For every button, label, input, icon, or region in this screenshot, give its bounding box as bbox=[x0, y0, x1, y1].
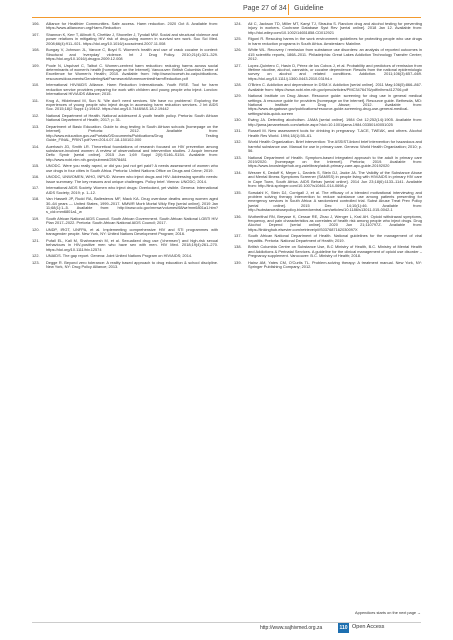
reference-item bbox=[234, 83, 422, 92]
reference-text: UNAIDS. The gap report. Geneva: Joint United Nations Program on HIV/AIDS; 2014. bbox=[46, 253, 193, 259]
footer-rule bbox=[32, 622, 421, 623]
reference-text: Wutherithal RN, Breysse K, Cessar RE, Zhao J, Wenger L, Kral AH. Opioid withdrawal symptoms, frequency, and pain characteristics as correlates of health risk among people who inject drugs. Drug Alcohol Depend [serial online]. 2020 Jun 21;110797Z. Available from: https://linkinghub.elsevier.com/retrieve/pii/S037687162030097X bbox=[248, 213, 422, 232]
reference-number: 137. bbox=[234, 233, 242, 239]
reference-item bbox=[234, 245, 422, 258]
header-rule bbox=[32, 17, 421, 18]
section-label: Guideline bbox=[294, 5, 324, 12]
reference-text: South African National Department of Health. National guidelines for the management of viral hepatitis. Pretoria: National Department of Health; 2019. bbox=[248, 233, 422, 243]
reference-item bbox=[32, 261, 218, 270]
reference-item bbox=[32, 125, 218, 142]
reference-item bbox=[32, 33, 218, 46]
reference-number: 123. bbox=[32, 259, 40, 265]
reference-column-right bbox=[234, 22, 422, 272]
reference-number: 124. bbox=[234, 21, 242, 26]
reference-text: Bungay V, Johnson JL, Varcoe C, Boyd S. Women's health and use of crack cocaine in context: Structural and 'everyday' violence. Int J Drug Policy. 2010;21(4):321–329. https://doi.org/10.1016/j.drugpo.2009.12.008 bbox=[46, 47, 218, 61]
reference-text: International AIDS Society. Women who inject drugs: Overlooked, yet visible. Geneva: International AIDS Society; 2019; p. 1–12. bbox=[46, 185, 218, 195]
reference-item bbox=[234, 118, 422, 127]
reference-item bbox=[32, 254, 218, 258]
reference-number: 134. bbox=[234, 169, 242, 175]
reference-number: 108. bbox=[32, 47, 40, 53]
reference-text: Krug A, Hildebrand M, Sun N. 'We don't need services. We have no problems': Exploring the experiences of young people who inject drugs in accessing harm reduction services. J Int AIDS Soc. 2015;18(2 Suppl 1):19442. https://doi.org/10.7448/IAS.18.2.19442 bbox=[46, 97, 218, 112]
reference-text: Alliance for Healthier Communities. Safe access. Harm reduction. 2020 Oct 8. Available from: https://www.allianceon.org/Harm-Reduction bbox=[46, 21, 218, 31]
reference-item bbox=[234, 37, 422, 46]
reference-text: UNODC, UNWOMEN, WHO, INPUD. Women who inject drugs and HIV: Addressing specific needs: Issue summary: The key reasons and unique challenges. Policy brief. Vienna: UNODC; 2014. bbox=[46, 174, 218, 184]
reference-number: 118. bbox=[32, 196, 40, 202]
reference-item bbox=[32, 175, 218, 184]
reference-item bbox=[32, 114, 218, 123]
reference-number: 111. bbox=[32, 97, 39, 103]
reference-number: 112. bbox=[32, 112, 40, 118]
reference-text: British Columbia Centre on Substance Use, B.C Ministry of Health, B.C. Ministry of Mental Health and Addictions & Perinatal Services. A guideline for the clinical management of opioid use disorder – Pregnancy supplement. Vancouver: B.C. Ministry of Health; 2018. bbox=[248, 244, 422, 258]
reference-number: 135. bbox=[234, 189, 242, 195]
reference-item bbox=[234, 234, 422, 243]
continue-note: Appendices starts on the next page → bbox=[355, 610, 421, 615]
reference-text: Ewing JA. Detecting alcoholism. JAMA [serial online]. 1984 Oct 12;252(14):1905. Available from: http://jama.jamanetwork.com/article.aspx?doi=10.1001/jama.1984.03350140051025 bbox=[248, 117, 422, 127]
reference-text: Degge R. Beyond zero tolerance: A reality based approach to drug education & school discipline. New York, NY: Drug Policy Alliance; 2013. bbox=[46, 259, 218, 270]
reference-text: Hainz AM, Yates CM, O'Curtis TL. Problem-solving therapy: A treatment manual. New York, NY: Springer Publishing Company; 2012. bbox=[248, 259, 422, 269]
reference-item bbox=[32, 64, 218, 81]
reference-number: 133. bbox=[234, 154, 242, 160]
reference-item bbox=[234, 22, 422, 35]
reference-item bbox=[234, 48, 422, 61]
reference-text: UNDP, IRGT, UNFPA, et al. Implementing comprehensive HIV and STI programmes with transgender people. New York, NY: United Nations Development Program; 2016. bbox=[46, 226, 218, 237]
reference-item bbox=[32, 164, 218, 173]
reference-text: National Department of Health. Symptom-based integrated approach to the adult in primary care 2019/2020. [homepage on the Internet]. Pretoria; 2019. Available from: https://www.knowledgehub.org.za/elibrary/adult-primary-care-apc-guide-20192020 bbox=[248, 154, 422, 169]
page-footer bbox=[0, 620, 453, 640]
reference-item bbox=[32, 48, 218, 61]
reference-number: 117. bbox=[32, 185, 40, 191]
reference-text: O'Brien C. Addiction and dependence in DSM-V. Addiction [serial online]. 2011 May;106(5):866–867. Available from: https://www.ncbi.nlm.nih.gov/pmc/articles/PMC3476476/pdf/nihms412706.pdf bbox=[248, 82, 422, 92]
reference-number: 115. bbox=[32, 163, 40, 169]
reference-text: National Department of Health. National adolescent & youth health policy. Pretoria: South African National Department of Health; 2017; p. 31. bbox=[46, 112, 218, 123]
reference-number: 106. bbox=[32, 21, 40, 26]
reference-item bbox=[234, 156, 422, 169]
reference-item bbox=[234, 191, 422, 213]
reference-number: 126. bbox=[234, 47, 242, 53]
reference-item bbox=[32, 22, 218, 31]
reference-text: National Institute on Drug Abuse. Resource guide: screening for drug use in general medical settings. A resource guide for providers [homepage on the internet]. Resource guide. Bethesda, MD: National Institute on Drug Abuse; 2012. Available from: https://www.drugabuse.gov/publications/resource-guide-screening-drug-use-general-medical-settings/nida-quick-screen bbox=[248, 93, 422, 116]
reference-text: Shannon K, Kerr T, Allinott S, Chettiar J, Shoveller J, Tyndall MW. Social and structural violence and power relations in mitigating HIV risk of drug-using women in survival sex work. Soc Sci Med. 2008;66(4):911–921. https://doi.org/10.1016/j.socscimed.2007.11.008 bbox=[46, 31, 218, 46]
reference-item bbox=[234, 261, 422, 270]
reference-number: 113. bbox=[32, 123, 40, 129]
reference-text: Pufall EL, Kall M, Shahmanesh M, et al. Sexualized drug use ('chemsex') and high-risk sexual behaviours in HIV-positive men who have sex with men. HIV Med. 2018;19(4):261–270. https://doi.org/10.1111/hiv.12574 bbox=[46, 237, 218, 252]
reference-item bbox=[32, 228, 218, 237]
reference-text: World Health Organization. Brief intervention: The ASSIST-linked brief intervention for hazardous and harmful substance use. Manual for use in primary care. Geneva: World Health Organization; 2010; p. 56. bbox=[248, 139, 422, 153]
reference-text: Department of Basic Education. Guide to drug testing in South African schools [homepage on the Internet]. Pretoria: 2012. Available from: http://www.education.gov.za/Portals/0/Documents/Publications/Drug Testing Guide_FINAL_PRINT.pdf?ver=2014-07-18-150102-000 bbox=[46, 123, 218, 142]
reference-item bbox=[32, 186, 218, 195]
reference-number: 129. bbox=[234, 93, 242, 99]
reference-text: Russell M. New assessment tools for drinking in pregnancy: T-ACE, TWEAK, and others. Alcohol Health Res World. 1994;18(1):55–61. bbox=[248, 128, 422, 138]
reference-item bbox=[234, 215, 422, 232]
page-header bbox=[32, 3, 421, 17]
reference-text: Ali C, Jackson TD, Miller MT, Kanyi TJ, Strauba S. Random drug and alcohol testing for preventing injury in workers. Cochrane Database Syst Rev [serial online]. 2018 Jan 12. Available from: http://doi.wiley.com/10.1002/14651858.CD012921 bbox=[248, 21, 422, 35]
reference-number: 109. bbox=[32, 62, 40, 68]
reference-number: 127. bbox=[234, 62, 242, 68]
reference-text: Rigoni R. Rescuing harms in the work environment: guidelines for protecting people who use drugs in harm reduction programs in South Africa. Amsterdam: Mainline. bbox=[248, 36, 422, 46]
reference-text: Auerbach JD, Smith LR. Theoretical foundations of research focused on HIV prevention among substance-involved women: A review of observational and intervention studies. J Acquir Immune Defic Syndr [serial online]. 2015 Jun 1;69 Suppl 2(0):S146–S154. Available from: http://www.ncbi.nlm.nih.gov/pubmed/25978481 bbox=[46, 143, 218, 162]
reference-text: Poole N, Urquhart C, Talbot C. Women-centred harm reduction: reducing harms across social determinants of women's health [homepage on the Internet]. Vancouver: British Columbia Centre of Excellence for Women's Health; 2010. Available from: http://www.bccewh.bc.ca/publications-resources/documents/GenderingNatFrameworkWomencentredHarmReduction.pdf bbox=[46, 62, 218, 81]
reference-number: 130. bbox=[234, 117, 242, 123]
reference-item bbox=[32, 145, 218, 162]
reference-item bbox=[32, 217, 218, 226]
reference-number: 131. bbox=[234, 128, 242, 134]
reference-item bbox=[234, 171, 422, 188]
reference-item bbox=[32, 83, 218, 96]
reference-item bbox=[234, 94, 422, 116]
reference-text: UNODC. Were you really raped, or did you just not get paid? A needs assessment of women who use drugs in four cities in South Africa. Pretoria: United Nations Office on Drugs and Crime; 2019. bbox=[46, 163, 218, 173]
reference-item bbox=[32, 197, 218, 214]
open-access-label: Open Access bbox=[352, 624, 385, 630]
reference-number: 122. bbox=[32, 253, 40, 259]
reference-text: White WL. Recovery / remission from substance use disorders: an analysis of reported outcomes in 415 scientific reports, 1868–2011. Philadelphia: Great Lakes Addiction Technology Transfer Center; 2012. bbox=[248, 47, 422, 61]
header-divider bbox=[288, 4, 289, 15]
journal-url-link[interactable]: http://www.sajhivmed.org.za bbox=[260, 625, 323, 631]
reference-number: 136. bbox=[234, 213, 242, 219]
reference-number: 110. bbox=[32, 82, 40, 88]
reference-text: South African National AIDS Council. South African Government. South African National LGBTI HIV Plan 2017–2022. Pretoria: South African National AIDS Council; 2017. bbox=[46, 215, 218, 226]
reference-item bbox=[234, 64, 422, 81]
reference-number: 125. bbox=[234, 36, 242, 42]
page-count: Page 27 of 34 bbox=[243, 5, 287, 12]
reference-text: Lopez-Quintero C, Hasin D, Pérez de los Cobos J, et al. Probability and predictors of remission from lifetime nicotine, alcohol, cannabis, or cocaine dependence: Results from the national epidemiologic survey on alcohol and related conditions. Addiction. 2011;106(3):657–669. https://doi.org/10.1111/j.1360-0443.2010.03194.x bbox=[248, 62, 422, 81]
reference-text: Sorsdahl K, Stein DJ, Corrigall J, et al. The efficacy of a blended motivational interviewing and problem solving therapy intervention to reduce substance use among patients presenting for emergency services in South Africa: A randomized controlled trial. Subst Abuse Treat Prev Policy [serial online]. 2015 Dec 14;10(1):46. Available from: http://substanceabusepolicy.biomedcentral.com/articles/10.1186/s13011-015-0042-1 bbox=[248, 189, 422, 212]
reference-item bbox=[32, 239, 218, 252]
reference-number: 119. bbox=[32, 215, 40, 221]
reference-number: 132. bbox=[234, 139, 242, 145]
reference-item bbox=[234, 129, 422, 138]
reference-item bbox=[234, 140, 422, 153]
reference-number: 120. bbox=[32, 226, 40, 232]
reference-number: 121. bbox=[32, 237, 40, 243]
reference-text: Wesner K, Dedoff K, Meyer L, Daniels S, Stein DJ, Jacke JA. The Validity of the Substance Abuse and Mental Illness Symptoms Screener (SAMISS) in people living with HIV/AIDS in primary HIV care in Cape Town, South Africa. AIDS Behav [serial online]. 2014 Jun 23;18(6):1133–1141. Available from: http://link.springer.com/10.1007/s10461-014-0698-y bbox=[248, 169, 422, 188]
reference-number: 139. bbox=[234, 259, 242, 265]
reference-number: 128. bbox=[234, 82, 242, 88]
reference-number: 107. bbox=[32, 31, 40, 37]
reference-item bbox=[32, 99, 218, 112]
reference-number: 114. bbox=[32, 143, 40, 149]
page-number-badge: 110 bbox=[339, 625, 348, 631]
reference-number: 138. bbox=[234, 244, 242, 250]
reference-number: 116. bbox=[32, 174, 40, 180]
reference-text: Van Hasselt JP, Rudd RA, Ballesteros MF, Mack KA. Drug overdose deaths among women aged 30–64 years — United States, 1999–2017. MMWR Morb Mortal Wkly Rep [serial online]. 2019 Jan 11;68(1):1–5. Available from: http://www.cdc.gov/mmwr/volumes/68/wr/mm6801a1.htm?s_cid=mm6801a1_w bbox=[46, 196, 218, 215]
reference-text: International HIV/AIDS Alliance. Harm Reduction Internationals. Youth RISE. Tool for harm reduction service providers preparing for work with children and young people who inject. London: International HIV/AIDS Alliance; 2015. bbox=[46, 82, 218, 96]
reference-column-left bbox=[32, 22, 218, 272]
